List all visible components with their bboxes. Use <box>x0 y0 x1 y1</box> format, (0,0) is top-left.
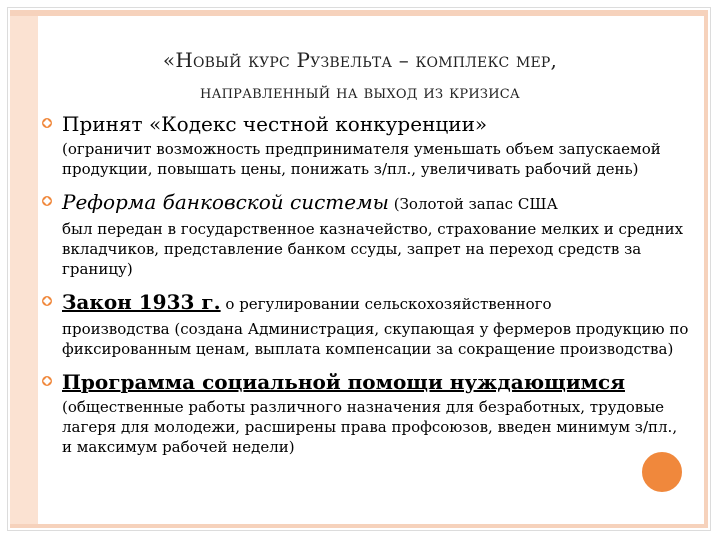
item-heading-text: Программа социальной помощи нуждающимся <box>62 370 625 394</box>
bullet-icon <box>40 116 54 130</box>
bullet-icon <box>40 374 54 388</box>
item-heading <box>62 290 700 316</box>
item-heading-tail: о регулировании сельскохозяйственного <box>220 295 552 313</box>
slide-title-line-2: направленный на выход из кризиса <box>200 82 520 103</box>
list-item <box>40 290 700 359</box>
bullet-icon <box>40 294 54 308</box>
list-item <box>40 112 700 179</box>
item-body: (общественные работы различного назначения для безработных, трудовые лагеря для молодежи, расширены права профсоюзов, введен минимум з/пл., и максимум рабочей недели) <box>62 398 678 456</box>
item-heading <box>62 190 700 216</box>
list-item <box>40 190 700 279</box>
item-body: производства (создана Администрация, скупающая у фермеров продукцию по фиксированным ценам, выплата компенсации за сокращение производства) <box>62 320 689 358</box>
item-body: был передан в государственное казначейство, страхование мелких и средних вкладчиков, представление банком ссуды, запрет на переход средств за границу) <box>62 220 684 278</box>
item-heading-tail: (Золотой запас США <box>388 195 558 213</box>
item-heading-text: Закон 1933 г. <box>62 290 221 314</box>
bullet-icon <box>40 194 54 208</box>
item-body: (ограничит возможность предпринимателя уменьшать объем запускаемой продукции, повышать цены, понижать з/пл., увеличивать рабочий день) <box>62 140 661 178</box>
decorative-orange-circle <box>639 449 685 495</box>
item-heading <box>62 112 700 136</box>
slide-title-line-1: «Новый курс Рузвельта – комплекс мер, <box>162 48 558 72</box>
item-heading <box>62 370 700 394</box>
item-heading-text: Принят «Кодекс честной конкуренции» <box>62 112 488 136</box>
list-item <box>40 370 700 457</box>
bullet-list <box>40 112 700 457</box>
item-heading-text: Реформа банковской системы <box>62 190 389 214</box>
